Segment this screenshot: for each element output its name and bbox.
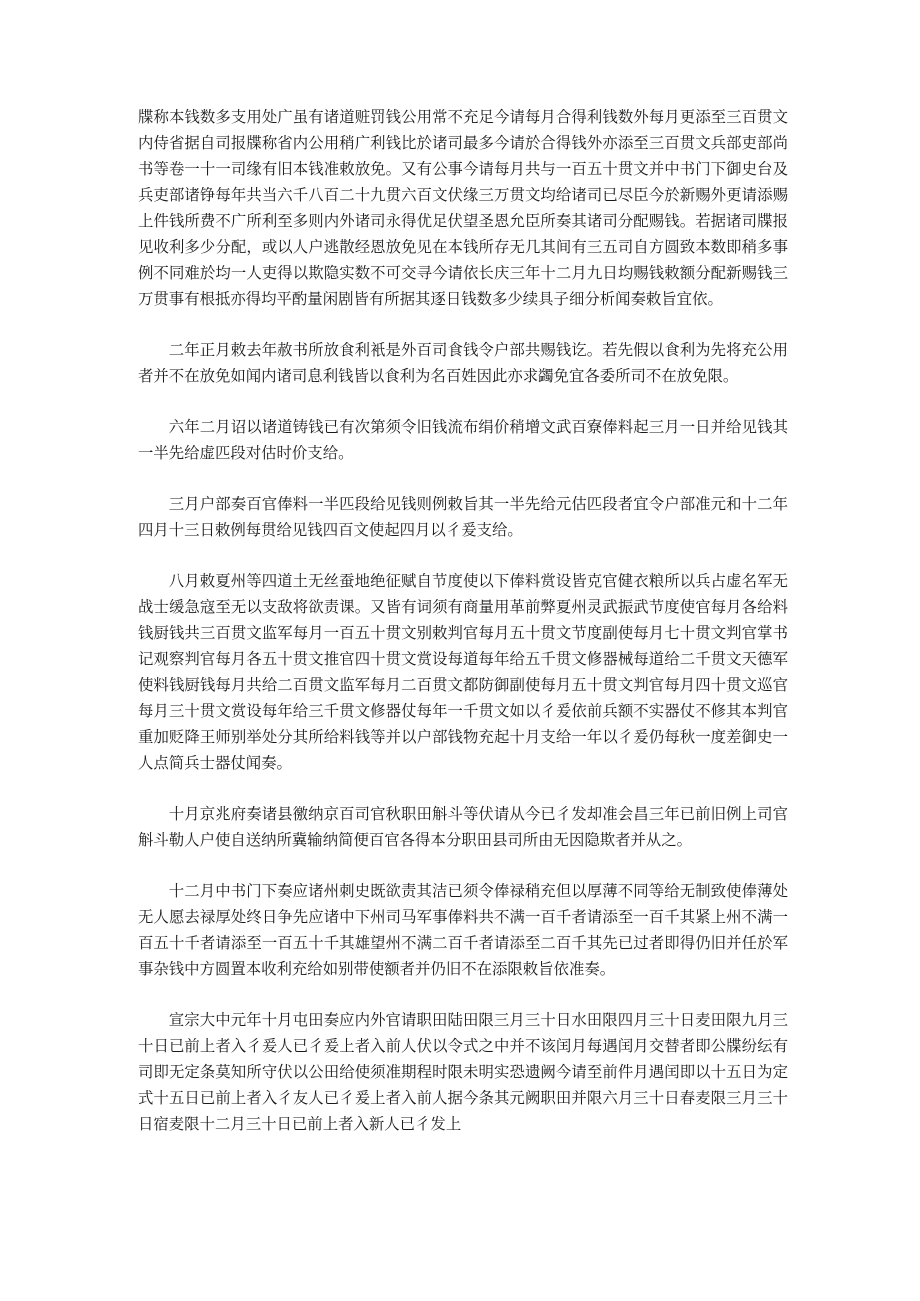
paragraph-2: 二年正月敕去年赦书所放食利衹是外百司食钱令户部共赐钱讫。若先假以食利为先将充公用者并不在放免如闻内诸司息利钱皆以食利为名百姓因此亦求蠲免宜各委所司不在放免限。 [138,341,788,385]
paragraph-3: 六年二月诏以诸道铸钱已有次第须令旧钱流布绢价稍增文武百寮俸料起三月一日并给见钱其一半先给虚匹段对估时价支给。 [138,418,788,462]
paragraph-7: 十二月中书门下奏应诸州刺史既欲责其洁已须令俸禄稍充但以厚薄不同等给无制致使俸薄处无人愿去禄厚处终日争先应诸中下州司马军事俸料共不满一百千者请添至一百千其紧上州不满一百五十千者请添至一百五十千其雄望州不满二百千者请添至二百千其先已过者即得仍旧并任於军事杂钱中方圆置本收利充给如别带使额者并仍旧不在添限敕旨依准奏。 [138,882,788,978]
paragraph-6: 十月京兆府奏诸县徼纳京百司官秋职田斛斗等伏请从今已彳发却准会昌三年已前旧例上司官斛斗勒人户使自送纳所冀输纳简便百官各得本分职田县司所由无因隐欺者并从之。 [138,805,788,849]
paragraph-5: 八月敕夏州等四道土无丝蚕地绝征赋自节度使以下俸料赏设皆克官健衣粮所以兵占虚名军无战士缓急寇至无以支敌将欲责课。又皆有词须有商量用革前弊夏州灵武振武节度使官每月各给料钱厨钱共三百贯文监军每月一百五十贯文别敕判官每月五十贯文节度副使每月七十贯文判官掌书记观察判官每月各五十贯文推官四十贯文赏设每道每年给五千贯文修器械每道给二千贯文天德军使料钱厨钱每月共给二百贯文监军每月二百贯文都防御副使每月五十贯文判官每月四十贯文巡官每月三十贯文赏设每年给三千贯文修器仗每年一千贯文如以彳爰依前兵额不实器仗不修其本判官重加贬降王师别举处分其所给料钱等并以户部钱物充起十月支给一年以彳爰仍每秋一度差御史一人点简兵士器仗闻奏。 [138,572,788,772]
paragraph-1: 牒称本钱数多支用处广虽有诸道赃罚钱公用常不充足今请每月合得利钱数外每月更添至三百贯文内侍省据自司报牒称省内公用稍广利钱比於诸司最多今请於合得钱外亦添至三百贯文兵部吏部尚书等卷一十一司缘有旧本钱准敕放免。又有公事今请每月共与一百五十贯文并中书门下御史台及兵吏部诸铮每年共当六千八百二十九贯六百文伏缘三万贯文均给诸司已尽臣今於新赐外更请添赐上件钱所费不广所利至多则内外诸司永得优足伏望圣恩允臣所奏其诸司分配赐钱。若据诸司牒报见收利多少分配，或以人户逃散经恩放免见在本钱所存无几其间有三五司自方圆致本数即稍多事例不同难於均一人吏得以欺隐实数不可交寻今请依长庆三年十二月九日均赐钱敕额分配新赐钱三万贯事有根抵亦得均平酌量闲剧皆有所据其逐日钱数多少续具子细分析闻奏敕旨宜依。 [138,108,788,308]
paragraph-4: 三月户部奏百官俸料一半匹段给见钱则例敕旨其一半先给元估匹段者宜令户部准元和十二年四月十三日敕例每贯给见钱四百文使起四月以彳爰支给。 [138,495,788,539]
document-page [138,104,788,1162]
paragraph-8: 宣宗大中元年十月屯田奏应内外官请职田陆田限三月三十日水田限四月三十日麦田限九月三十日已前上者入彳爰人已彳爰上者入前人伏以令式之中并不该闰月每遇闰月交替者即公牒纷纭有司即无定条莫知所守伏以公田给使须准期程时限未明实恐遗阙今请至前件月遇闰即以十五日为定式十五日已前上者入彳友人已彳爰上者入前人据今条其元阙职田并限六月三十日春麦限三月三十日宿麦限十二月三十日已前上者入新人已彳发上 [138,1011,788,1133]
